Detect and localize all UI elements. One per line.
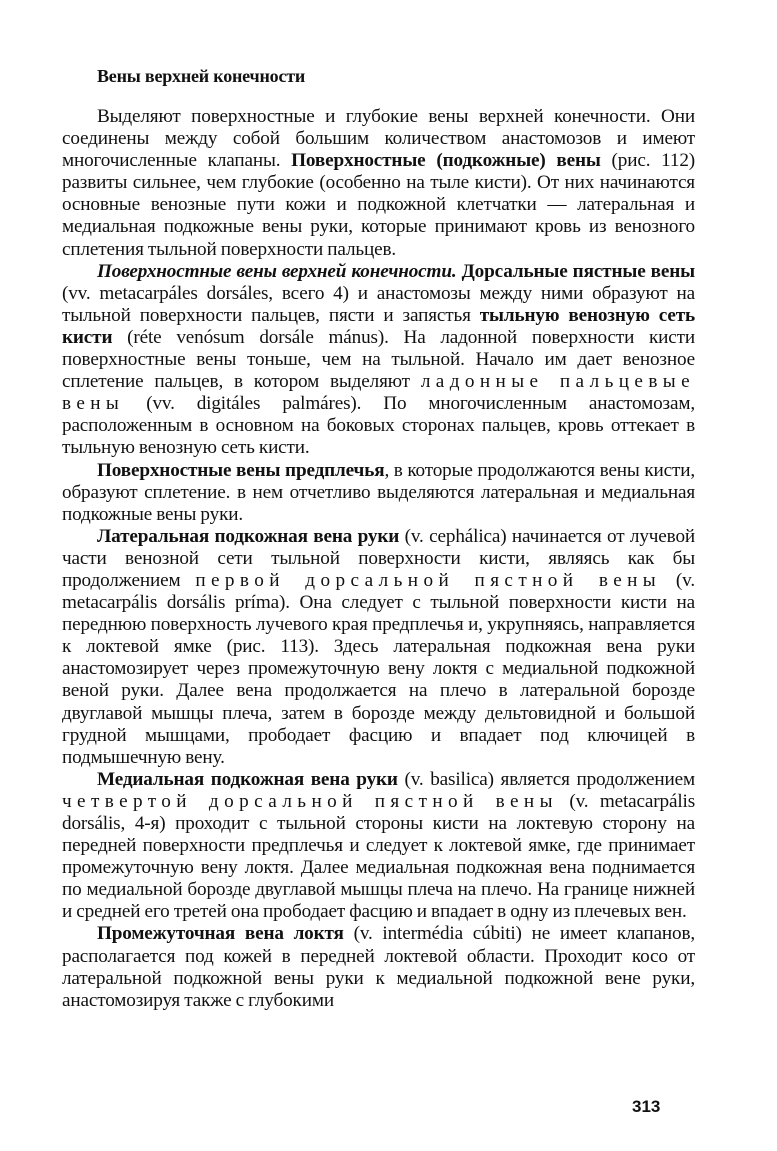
text-run: (v. metacarpális dorsális príma). Она следует с тыльной поверхности кисти на переднюю поверхность лучевого края предплечья и, укрупняясь, направляется к локтевой ямке (рис. 113). Здесь латеральная подкожная вена руки анастомозирует через промежуточную вену локтя с медиальной подкожной веной руки. Далее вена продолжается на плечо в латеральной борозде двуглавой мышцы плеча, затем в борозде между дельтовидной и большой грудной мышцами, прободает фасцию и впадает под ключицей в подмышечную вену. [62, 569, 695, 768]
paragraph [62, 769, 695, 924]
paragraph [62, 526, 695, 769]
bold-term: Поверхностные вены предплечья [97, 459, 385, 481]
bold-italic-heading: Поверхностные вены верхней конечности. [97, 260, 457, 282]
bold-term: Промежуточная вена локтя [97, 923, 344, 945]
spaced-term: четвертой дорсальной пястной вены [62, 790, 558, 812]
text-run: Выделяют поверхностные и глубокие вены верхней конечности. Они соединены между собой большим количеством анастомозов и имеют многочисленные клапаны. [62, 106, 695, 172]
spaced-term: ладонные пальцевые вены [62, 371, 695, 415]
text-run: (v. cephálica) начинается от лучевой части венозной сети тыльной поверхности кисти, являясь как бы продолжением [62, 525, 696, 591]
bold-term: Латеральная подкожная вена руки [97, 525, 400, 547]
bold-term: тыльную венозную сеть кисти [62, 304, 695, 348]
text-run: (v. metacarpális dorsális, 4-я) проходит с тыльной стороны кисти на локтевую сторону на передней поверхности предплечья и следует к локтевой ямке, где принимает промежуточную вену локтя. Далее медиальная подкожная вена поднимается по медиальной борозде двуглавой мышцы плеча на плечо. На границе нижней и средней его третей она прободает фасцию и впадает в одну из плечевых вен. [62, 790, 696, 923]
text-run: (vv. metacarpáles dorsáles, всего 4) и анастомозы между ними образуют на тыльной поверхности пальцев, пясти и запястья [62, 282, 695, 326]
text-run: , в которые продолжаются вены кисти, образуют сплетение. в нем отчетливо выделяются латеральная и медиальная подкожные вены руки. [62, 459, 695, 525]
text-run: (réte venósum dorsále mánus). На ладонной поверхности кисти поверхностные вены тоньше, чем на тыльной. Начало им дает венозное сплетение пальцев, в котором выделяют [62, 326, 695, 393]
section-heading: Вены верхней конечности [97, 66, 306, 86]
paragraph [62, 261, 695, 460]
paragraph [62, 106, 695, 261]
bold-term: Дорсальные пястные вены [461, 260, 695, 282]
body-text [62, 106, 695, 1012]
bold-term: Медиальная подкожная вена руки [97, 768, 398, 790]
text-run: (v. basilica) является продолжением [397, 768, 695, 790]
text-run: (v. intermédia cúbiti) не имеет клапанов, располагается под кожей в передней локтевой области. Проходит косо от латеральной подкожной вены руки к медиальной подкожной вене руки, анастомозируя также с глубокими [62, 923, 696, 1011]
paragraph [62, 923, 695, 1011]
text-run: (vv. digitáles palmáres). По многочисленным анастомозам, расположенным в основном на боковых сторонах пальцев, кровь оттекает в тыльную венозную сеть кисти. [62, 393, 695, 459]
page-number: 313 [632, 1097, 661, 1116]
spaced-term: первой дорсальной пястной вены [195, 569, 662, 591]
text-run: (рис. 112) развиты сильнее, чем глубокие (особенно на тыле кисти). От них начинаются основные венозные пути кожи и подкожной клетчатки — латеральная и медиальная подкожные вены руки, которые принимают кровь из венозного сплетения тыльной поверхности пальцев. [62, 150, 696, 260]
bold-term: Поверхностные (подкожные) вены [291, 150, 601, 172]
paragraph [62, 460, 695, 526]
